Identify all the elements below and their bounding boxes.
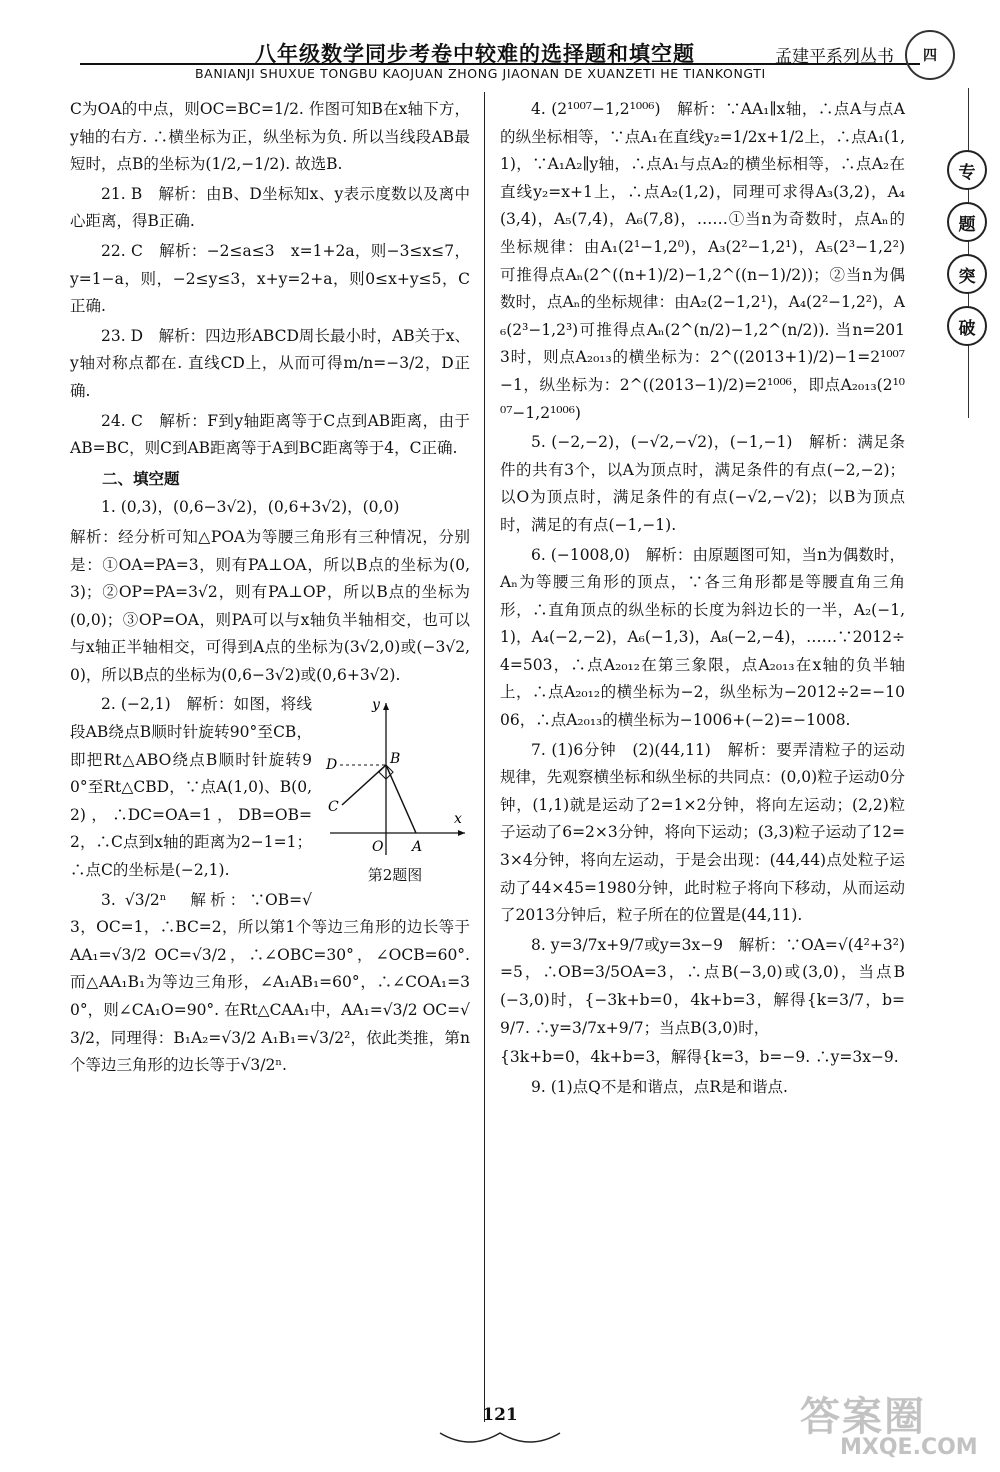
side-tab-4: 破 [947,306,987,346]
logo-text: 四 [923,48,937,64]
answer-fill-8-continued: {3k+b=0，4k+b=3，解得{k=3，b=−9. ∴y=3x−9. [500,1048,899,1067]
y-axis-arrow-icon [383,703,389,710]
book-title-pinyin: BANIANJI SHUXUE TONGBU KAOJUAN ZHONG JIAONAN DE XUANZETI HE TIANKONGTI [195,66,766,81]
page-header [0,0,1000,90]
side-tab-1: 专 [947,150,987,190]
left-column [70,96,470,1082]
label-x: x [454,811,462,828]
answer-21: 21. B 解析：由B、D坐标知x、y表示度数以及离中心距离，得B正确. [70,184,470,231]
answer-22: 22. C 解析：−2≤a≤3 x=1+2a，则−3≤x≤7，y=1−a，则，−2≤y≤3，x+y=2+a，则0≤x+y≤5，C正确. [70,241,470,316]
answer-fill-1: 1. (0,3)，(0,6−3√2)，(0,6+3√2)，(0,0) [101,498,400,517]
watermark-sub: MXQE.COM [840,1435,978,1460]
label-o: O [372,839,384,856]
section-heading-fill-in: 二、填空题 [102,468,180,488]
answer-fill-2: 2. (−2,1) 解析：如图，将线段AB绕点B顺时针旋转90°至CB，即把Rt△ABO绕点B顺时针旋转90°至Rt△CBD，∵点A(1,0)、B(0,2)，∴DC=OA=1，DB=OB=2，∴C点到x轴的距离为2−1=1；∴点C的坐标是(−2,1). [70,695,312,880]
side-tab-2: 题 [947,202,987,242]
page-ornament-icon [430,1425,570,1455]
watermark-main: 答案圈 [800,1394,926,1440]
coordinate-diagram [320,695,470,865]
series-name: 孟建平系列丛书 [775,47,894,67]
publisher-logo-icon [905,30,955,80]
answer-fill-4: 4. (2¹⁰⁰⁷−1,2¹⁰⁰⁶) 解析：∵AA₁∥x轴，∴点A与点A的纵坐标相等，∵点A₁在直线y₂=1/2x+1/2上，∴点A₁(1,1)，∵A₁A₂∥y轴，∴点A₁与点A₂的横坐标相等，∴点A₂在直线y₂=x+1上，∴点A₂(1,2)，同理可求得A₃(3,2)，A₄(3,4)，A₅(7,4)，A₆(7,8)，……①当n为奇数时，点Aₙ的坐标规律：由A₁(2¹−1,2⁰)，A₃(2²−1,2¹)，A₅(2³−1,2²)可推得点Aₙ(2^((n+1)/2)−1,2^((n−1)/2))；②当n为偶数时，点Aₙ的坐标规律：由A₂(2−1,2¹)，A₄(2²−1,2²)，A₆(2³−1,2³)可推得点Aₙ(2^(n/2)−1,2^(n/2)). 当n=2013时，则点A₂₀₁₃的横坐标为：2^((2013+1)/2)−1=2¹⁰⁰⁷−1，纵坐标为：2^((2013−1)/2)=2¹⁰⁰⁶，即点A₂₀₁₃(2¹⁰⁰⁷−1,2¹⁰⁰⁶) [500,100,905,422]
header-divider [80,63,920,65]
answer-20-continued: C为OA的中点，则OC=BC=1/2. 作图可知B在x轴下方，y轴的右方. ∴横坐标为正，纵坐标为负. 所以当线段AB最短时，点B的坐标为(1/2,−1/2). 故选B. [70,100,470,174]
right-column [500,96,905,1103]
label-y: y [372,697,380,714]
column-divider [484,92,485,1422]
answer-fill-6: 6. (−1008,0) 解析：由原题图可知，当n为偶数时，Aₙ为等腰三角形的顶点，∵各三角形都是等腰直角三角形，∴直角顶点的纵坐标的长度为斜边长的一半，A₂(−1,1)，A₄(−2,−2)，A₆(−1,3)，A₈(−2,−4)，……∵2012÷4=503，∴点A₂₀₁₂在第三象限，点A₂₀₁₃在x轴的负半轴上，∴点A₂₀₁₂的横坐标为−2，纵坐标为−2012÷2=−1006，∴点A₂₀₁₃的横坐标为−1006+(−2)=−1008. [500,545,905,730]
answer-fill-9: 9. (1)点Q不是和谐点，点R是和谐点. [531,1077,788,1096]
figure-question-2 [320,695,470,885]
side-tab-3: 突 [947,254,987,294]
book-title: 八年级数学同步考卷中较难的选择题和填空题 [255,41,695,66]
answer-fill-3: 3. √3/2ⁿ 解析：∵OB=√3，OC=1，∴BC=2，所以第1个等边三角形的边长等于AA₁=√3/2 OC=√3/2，∴∠OBC=30°，∠OCB=60°. 而△AA₁B₁为等边三角形，∠A₁AB₁=60°，∴∠COA₁=30°，则∠CA₁O=90°. 在Rt△CAA₁中，AA₁=√3/2 OC=√3/2，同理得：B₁A₂=√3/2 A₁B₁=√3/2²，依此类推，第n个等边三角形的边长等于√3/2ⁿ. [70,890,470,1075]
page-number: 121 [482,1405,518,1425]
answer-fill-7: 7. (1)6分钟 (2)(44,11) 解析：要弄清粒子的运动规律，先观察横坐标和纵坐标的共同点：(0,0)粒子运动0分钟，(1,1)就是运动了2=1×2分钟，将向左运动；(2,2)粒子运动了6=2×3分钟，将向下运动；(3,3)粒子运动了12=3×4分钟，将向左运动，于是会出现：(44,44)点处粒子运动了44×45=1980分钟，此时粒子将向下移动，从而运动了2013分钟后，粒子所在的位置是(44,11). [500,740,905,925]
watermark [790,1385,990,1465]
answer-24: 24. C 解析：F到y轴距离等于C点到AB距离，由于AB=BC，则C到AB距离等于A到BC距离等于4，C正确. [70,411,470,458]
side-tab-line [968,88,969,418]
label-b: B [390,751,401,768]
analysis-fill-1: 解析：经分析可知△POA为等腰三角形有三种情况，分别是：①OA=PA=3，则有PA⊥OA，所以B点的坐标为(0,3)；②OP=PA=3√2，则有PA⊥OP，所以B点的坐标为(0,0)；③OP=OA，则PA可以与x轴负半轴相交，也可以与x轴正半轴相交，可得到A点的坐标为(3√2,0)或(−3√2,0)，所以B点的坐标为(0,6−3√2)或(0,6+3√2). [70,527,470,684]
answer-23: 23. D 解析：四边形ABCD周长最小时，AB关于x、y轴对称点都在. 直线CD上，从而可得m/n=−3/2，D正确. [70,326,470,400]
label-c: C [328,799,339,816]
label-a: A [412,839,423,856]
answer-fill-8: 8. y=3/7x+9/7或y=3x−9 解析：∵OA=√(4²+3²)=5，∴OB=3/5OA=3，∴点B(−3,0)或(3,0)，当点B(−3,0)时，{−3k+b=0，4k+b=3，解得{k=3/7，b=9/7. ∴y=3/7x+9/7；当点B(3,0)时， [500,935,905,1037]
label-d: D [326,757,338,774]
figure-caption: 第2题图 [367,866,423,885]
x-axis-arrow-icon [458,830,465,836]
answer-fill-5: 5. (−2,−2)，(−√2,−√2)，(−1,−1) 解析：满足条件的共有3个，以A为顶点时，满足条件的有点(−2,−2)；以O为顶点时，满足条件的有点(−√2,−√2)；以B为顶点时，满足的有点(−1,−1). [500,433,905,534]
